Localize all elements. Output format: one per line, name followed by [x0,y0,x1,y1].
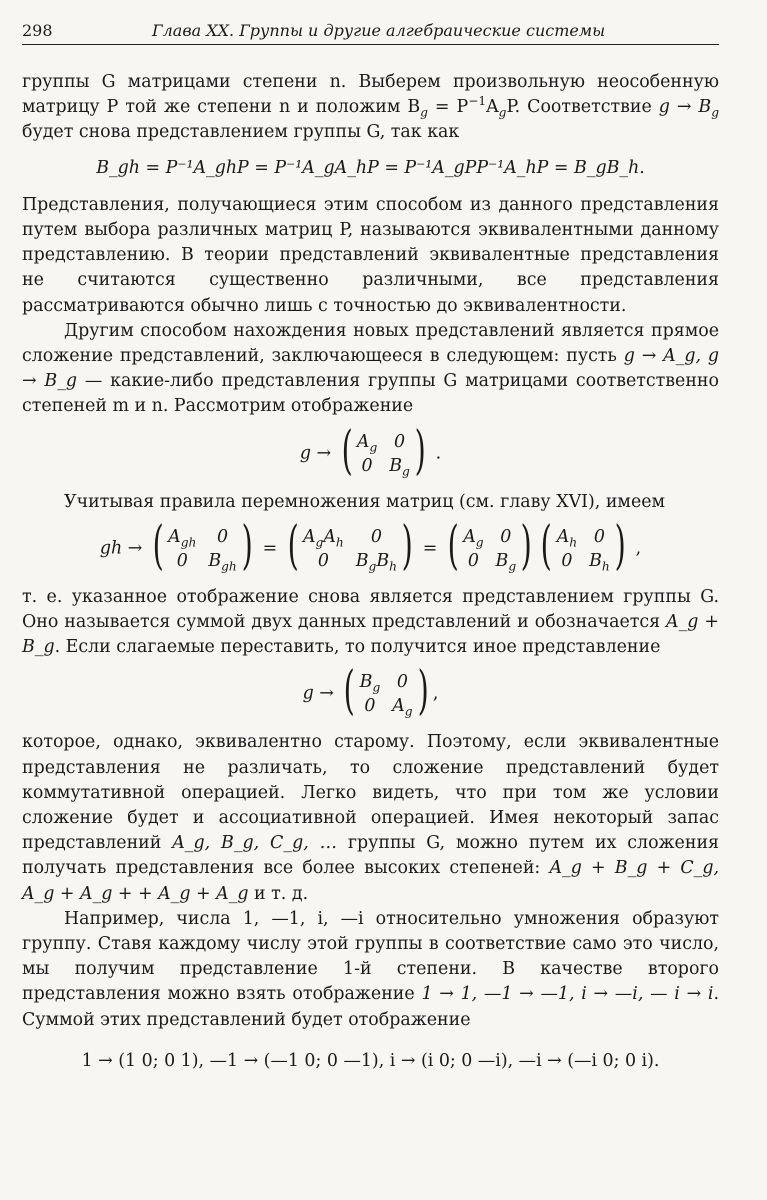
p1-line2: матрицу P той же степени n и положим $B_g = P^{-1}A_gP$. Соответствие [22,94,652,120]
paragraph-6: которое, однако, эквивалентно старому. Поэтому, если эквивалентные представления не различать, то сложение представлений будет коммутативной операцией. Легко видеть, что при том же условии сложение будет и ассоциативной операцией. Имея некоторый запас представлений A_g, B_g, C_g, … группы G, можно путем их сложения получать представления все более высоких степеней: A_g + B_g + C_g, A_g + A_g + + A_g + A_g и т. д. [22,732,720,904]
p1-line3: $g \to B_g$ будет снова представлением группы G, так как [22,97,719,143]
paragraph-1 [22,70,719,146]
page-number: 298 [22,21,53,40]
p1-line1: группы G матрицами степени n. Выберем произвольную неособенную [22,72,719,92]
equation-example [22,1049,719,1074]
paragraph-5: т. е. указанное отображение снова является представлением группы G. Оно называется суммой двух данных представлений и обозначается A_g + B_g. Если слагаемые переставить, то получится иное представление [22,586,719,658]
equation-example-text: 1 → (1 0; 0 1), —1 → (—1 0; 0 —1), i → (i 0; 0 —i), —i → (—i 0; 0 i). [81,1050,660,1071]
equation-bgh [22,156,719,181]
equation-product: gh → ( $A_{gh}$ 0 0 $B_{gh}$ ) = ( $A_gA_h$ 0 0 $B_gB_h$ ) = ( $A_g$ 0 0 $B_g$ ) ( $A_h$ 0 0 $B_h$ ) , [99,515,642,576]
paragraph-7: Например, числа 1, —1, i, —i относительно умножения образуют группу. Ставя каждому числу этой группы в соответствие само это число, мы получим представление 1-й степени. В качестве второго представления можно взять отображение 1 → 1, —1 → —1, i → —i, — i → i. Суммой этих представлений будет отображение [22,908,719,1030]
paragraph-3: Другим способом нахождения новых представлений является прямое сложение представлений, заключающееся в следующем: пусть g → A_g, g → B_g — какие-либо представления группы G матрицами соответственно степеней m и n. Рассмотрим отображение [22,320,719,417]
equation-swapped: g → ( $B_g$ 0 0 $A_g$ ) , [302,661,439,722]
equation-direct-sum: g → ( $A_g$ 0 0 $B_g$ ) . [299,420,442,481]
paragraph-2: Представления, получающиеся этим способом из данного представления путем выбора различных матриц P, называются эквивалентными данному представлению. В теории представлений эквивалентные представления не считаются существенно различными, все представления рассматриваются обычно лишь с точностью до эквивалентности. [22,194,719,316]
page-header [22,18,719,45]
page-body [22,70,719,1074]
running-title: Глава XX. Группы и другие алгебраические системы [152,21,606,40]
equation-bgh-text: B_gh = P⁻¹A_ghP = P⁻¹A_gA_hP = P⁻¹A_gPP⁻¹A_hP = B_gB_h. [96,157,645,178]
paragraph-4: Учитывая правила перемножения матриц (см. главу XVI), имеем [64,491,666,512]
